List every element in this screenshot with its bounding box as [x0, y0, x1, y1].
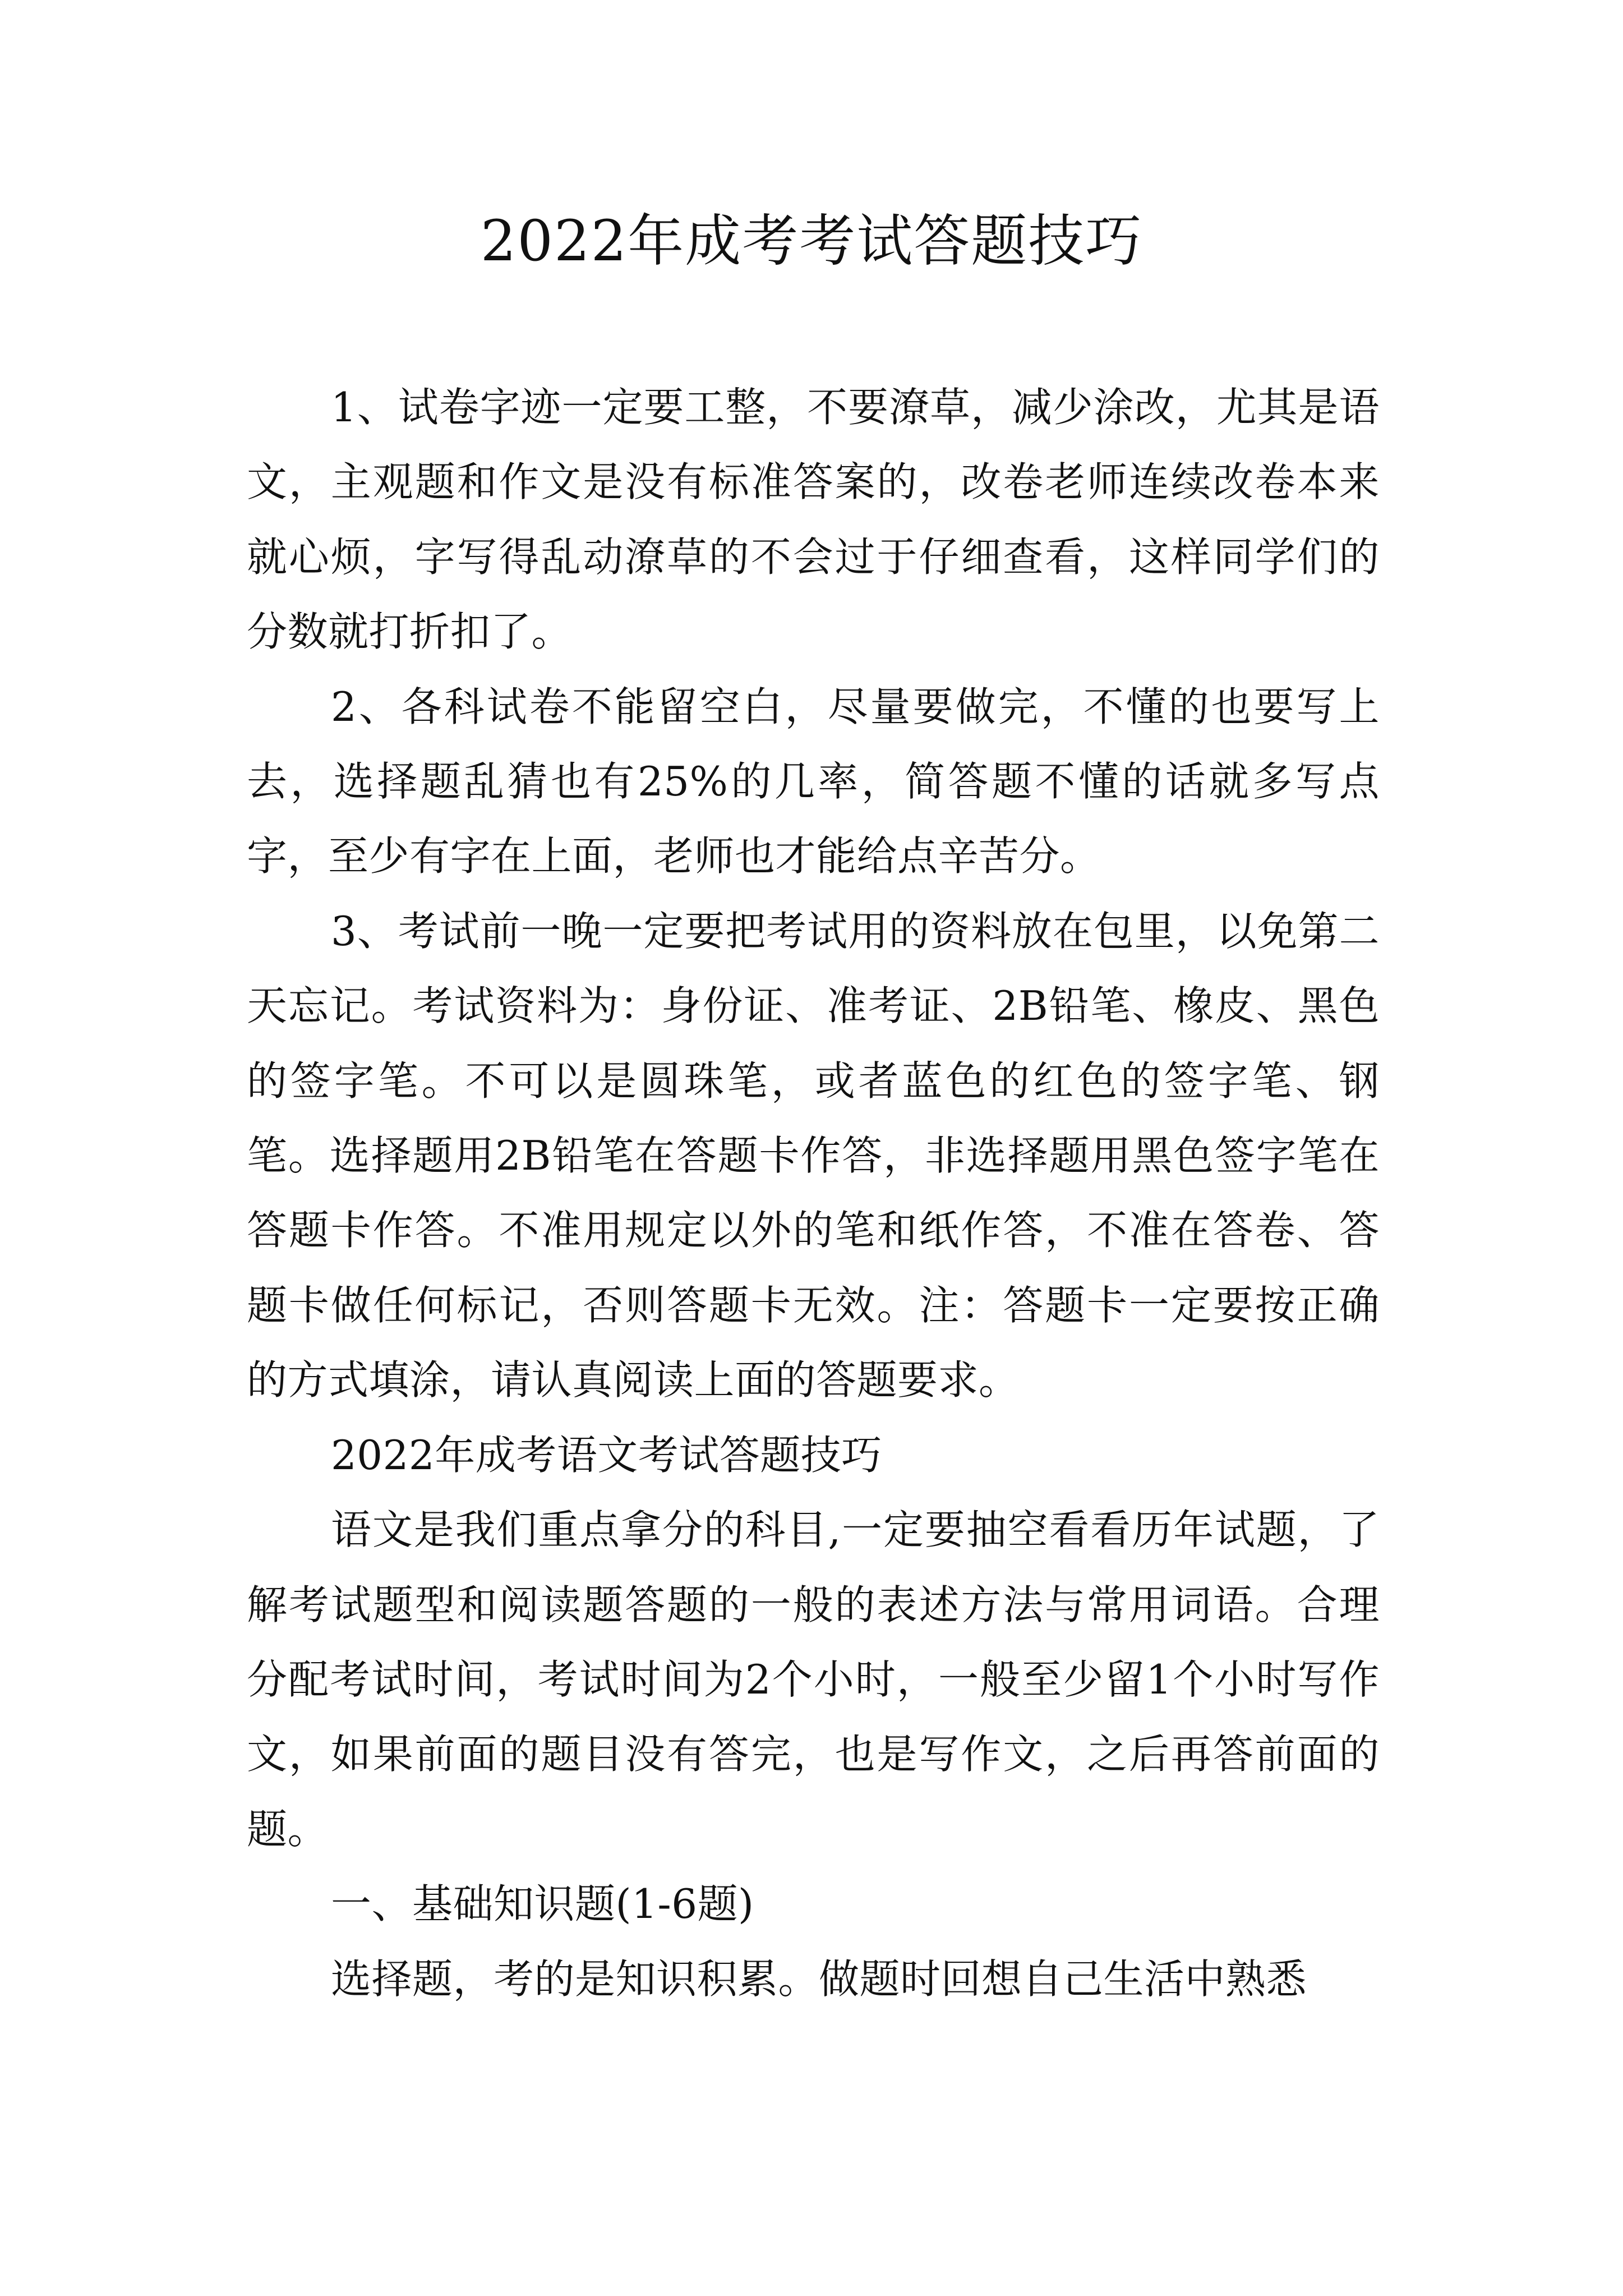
section-heading-basic-knowledge: 一、基础知识题(1-6题): [331, 1880, 754, 1928]
paragraph-tip-2: 2、各科试卷不能留空白，尽量要做完，不懂的也要写上去，选择题乱猜也有25%的几率，简答题不懂的话就多写点字，至少有字在上面，老师也才能给点辛苦分。: [247, 683, 1380, 880]
page-title: 2022年成考考试答题技巧: [480, 208, 1143, 274]
section-heading-chinese: 2022年成考语文考试答题技巧: [331, 1431, 882, 1479]
paragraph-chinese-intro: 语文是我们重点拿分的科目,一定要抽空看看历年试题，了解考试题型和阅读题答题的一般的表述方法与常用词语。合理分配考试时间，考试时间为2个小时，一般至少留1个小时写作文，如果前面的题目没有答完，也是写作文，之后再答前面的题。: [247, 1506, 1380, 1853]
paragraph-tip-1: 1、试卷字迹一定要工整，不要潦草，减少涂改，尤其是语文，主观题和作文是没有标准答案的，改卷老师连续改卷本来就心烦，字写得乱动潦草的不会过于仔细查看，这样同学们的分数就打折扣了。: [247, 384, 1380, 656]
document-body: [247, 370, 1380, 2017]
paragraph-tip-3: 3、考试前一晚一定要把考试用的资料放在包里，以免第二天忘记。考试资料为：身份证、准考证、2B铅笔、橡皮、黑色的签字笔。不可以是圆珠笔，或者蓝色的红色的签字笔、钢笔。选择题用2B铅笔在答题卡作答，非选择题用黑色签字笔在答题卡作答。不准用规定以外的笔和纸作答，不准在答卷、答题卡做任何标记，否则答题卡无效。注：答题卡一定要按正确的方式填涂，请认真阅读上面的答题要求。: [247, 907, 1380, 1404]
paragraph-basic-knowledge: 选择题，考的是知识积累。做题时回想自己生活中熟悉: [331, 1955, 1307, 2003]
